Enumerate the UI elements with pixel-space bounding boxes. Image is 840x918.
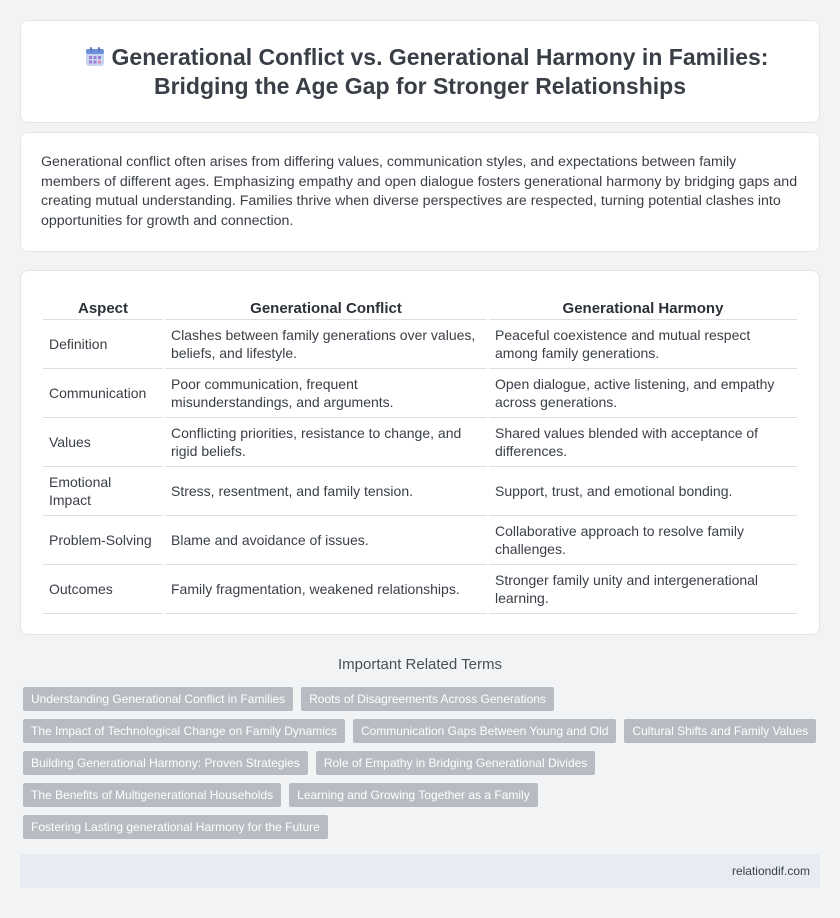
header-harmony: Generational Harmony xyxy=(489,295,797,320)
table-row xyxy=(43,467,797,516)
footer xyxy=(20,854,820,888)
tag-row xyxy=(23,687,823,711)
cell-harmony: Support, trust, and emotional bonding. xyxy=(489,467,797,516)
table-row xyxy=(43,516,797,565)
cell-aspect: Outcomes xyxy=(43,565,163,614)
page-title-line-2: Bridging the Age Gap for Stronger Relationships xyxy=(153,73,686,99)
cell-aspect: Definition xyxy=(43,320,163,369)
tag-row xyxy=(23,815,823,839)
cell-conflict: Conflicting priorities, resistance to change, and rigid beliefs. xyxy=(165,418,487,467)
footer-site-link[interactable]: relationdif.com xyxy=(731,864,810,878)
related-term-tag[interactable]: Building Generational Harmony: Proven Strategies xyxy=(23,751,308,775)
cell-aspect: Problem-Solving xyxy=(43,516,163,565)
calendar-icon xyxy=(84,46,106,68)
related-term-tag[interactable]: The Benefits of Multigenerational Households xyxy=(23,783,281,807)
header-aspect: Aspect xyxy=(43,295,163,320)
title-wrap xyxy=(21,43,819,101)
page-title-line-1: Generational Conflict vs. Generational Harmony in Families: xyxy=(111,44,769,70)
tag-row xyxy=(23,751,823,775)
cell-conflict: Poor communication, frequent misunderstandings, and arguments. xyxy=(165,369,487,418)
cell-harmony: Open dialogue, active listening, and empathy across generations. xyxy=(489,369,797,418)
comparison-table xyxy=(41,295,799,614)
cell-conflict: Blame and avoidance of issues. xyxy=(165,516,487,565)
header-card xyxy=(20,20,820,123)
tag-row xyxy=(23,719,823,743)
cell-harmony: Stronger family unity and intergenerational learning. xyxy=(489,565,797,614)
table-header-row xyxy=(43,295,797,320)
header-conflict: Generational Conflict xyxy=(165,295,487,320)
cell-aspect: Communication xyxy=(43,369,163,418)
cell-aspect: Values xyxy=(43,418,163,467)
intro-card xyxy=(20,132,820,252)
related-term-tag[interactable]: Fostering Lasting generational Harmony for the Future xyxy=(23,815,328,839)
related-term-tag[interactable]: Cultural Shifts and Family Values xyxy=(624,719,816,743)
related-terms-title: Important Related Terms xyxy=(338,656,502,673)
related-term-tag[interactable]: The Impact of Technological Change on Family Dynamics xyxy=(23,719,345,743)
cell-conflict: Stress, resentment, and family tension. xyxy=(165,467,487,516)
cell-harmony: Collaborative approach to resolve family challenges. xyxy=(489,516,797,565)
related-term-tag[interactable]: Communication Gaps Between Young and Old xyxy=(353,719,617,743)
cell-harmony: Shared values blended with acceptance of differences. xyxy=(489,418,797,467)
cell-conflict: Clashes between family generations over values, beliefs, and lifestyle. xyxy=(165,320,487,369)
related-terms-list xyxy=(23,687,823,847)
intro-paragraph: Generational conflict often arises from differing values, communication styles, and expectations between family members of different ages. Emphasizing empathy and open dialogue fosters generational harmony by bridging gaps and creating mutual understanding. Families thrive when diverse perspectives are respected, turning potential clashes into opportunities for growth and connection. xyxy=(41,154,798,229)
cell-aspect: Emotional Impact xyxy=(43,467,163,516)
page-title xyxy=(21,43,819,101)
table-row xyxy=(43,320,797,369)
related-term-tag[interactable]: Role of Empathy in Bridging Generational Divides xyxy=(316,751,595,775)
related-term-tag[interactable]: Learning and Growing Together as a Family xyxy=(289,783,538,807)
tag-row xyxy=(23,783,823,807)
cell-harmony: Peaceful coexistence and mutual respect among family generations. xyxy=(489,320,797,369)
table-row xyxy=(43,565,797,614)
related-term-tag[interactable]: Understanding Generational Conflict in Families xyxy=(23,687,293,711)
table-row xyxy=(43,418,797,467)
comparison-table-card xyxy=(20,270,820,635)
cell-conflict: Family fragmentation, weakened relationships. xyxy=(165,565,487,614)
related-term-tag[interactable]: Roots of Disagreements Across Generations xyxy=(301,687,554,711)
table-row xyxy=(43,369,797,418)
